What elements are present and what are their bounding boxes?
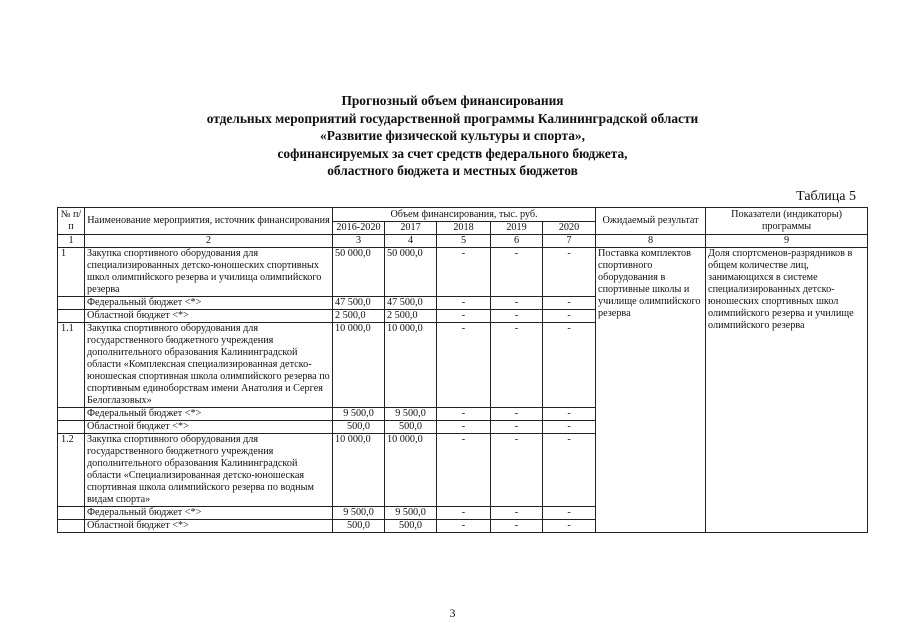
row-value: - bbox=[437, 323, 491, 408]
row-value: - bbox=[543, 434, 596, 507]
row-value: - bbox=[543, 520, 596, 533]
col-number: 1 bbox=[58, 235, 85, 248]
row-value: - bbox=[491, 434, 543, 507]
title-line: Прогнозный объем финансирования bbox=[341, 93, 564, 108]
row-number bbox=[58, 310, 85, 323]
row-value: - bbox=[543, 323, 596, 408]
title-line: отдельных мероприятий государственной программы Калининградской области bbox=[206, 110, 699, 126]
col-number: 9 bbox=[706, 235, 868, 248]
row-value: 9 500,0 bbox=[333, 507, 385, 520]
row-number bbox=[58, 520, 85, 533]
row-number: 1.1 bbox=[58, 323, 85, 408]
row-value: - bbox=[543, 297, 596, 310]
row-value: - bbox=[543, 421, 596, 434]
header-name: Наименование мероприятия, источник финансирования bbox=[85, 208, 333, 235]
row-name: Федеральный бюджет <*> bbox=[85, 507, 333, 520]
row-value: - bbox=[491, 421, 543, 434]
row-number bbox=[58, 408, 85, 421]
row-value: 2 500,0 bbox=[385, 310, 437, 323]
header-result: Ожидаемый результат bbox=[596, 208, 706, 235]
row-value: 10 000,0 bbox=[333, 323, 385, 408]
col-number: 4 bbox=[385, 235, 437, 248]
header-year: 2019 bbox=[491, 222, 543, 235]
row-value: - bbox=[491, 310, 543, 323]
row-value: 47 500,0 bbox=[385, 297, 437, 310]
row-value: - bbox=[437, 421, 491, 434]
row-name: Областной бюджет <*> bbox=[85, 310, 333, 323]
page-number: 3 bbox=[449, 606, 456, 620]
row-number bbox=[58, 421, 85, 434]
row-name: Федеральный бюджет <*> bbox=[85, 297, 333, 310]
col-number: 8 bbox=[596, 235, 706, 248]
row-value: 500,0 bbox=[333, 520, 385, 533]
row-value: 2 500,0 bbox=[333, 310, 385, 323]
col-number: 2 bbox=[85, 235, 333, 248]
row-number: 1.2 bbox=[58, 434, 85, 507]
header-funding: Объем финансирования, тыс. руб. bbox=[333, 208, 596, 222]
row-number: 1 bbox=[58, 248, 85, 297]
row-value: - bbox=[437, 408, 491, 421]
row-value: - bbox=[543, 408, 596, 421]
header-no: № п/п bbox=[58, 208, 85, 235]
row-value: - bbox=[491, 248, 543, 297]
col-number: 3 bbox=[333, 235, 385, 248]
row-value: - bbox=[437, 297, 491, 310]
funding-table bbox=[57, 207, 868, 533]
row-value: 9 500,0 bbox=[385, 507, 437, 520]
expected-result: Поставка комплектов спортивного оборудования в спортивные школы и училище олимпийского резерва bbox=[596, 248, 706, 533]
row-value: - bbox=[491, 507, 543, 520]
row-value: - bbox=[491, 297, 543, 310]
row-value: 50 000,0 bbox=[333, 248, 385, 297]
row-value: - bbox=[543, 248, 596, 297]
row-name: Закупка спортивного оборудования для государственного бюджетного учреждения дополнительного образования Калининградской области «Комплексная специализированная детско-юношеская спортивная школа олимпийского резерва по спортивным единоборствам имени Анатолия и Сергея Белоглазовых» bbox=[85, 323, 333, 408]
header-year: 2020 bbox=[543, 222, 596, 235]
col-number: 7 bbox=[543, 235, 596, 248]
row-value: - bbox=[491, 408, 543, 421]
row-name: Областной бюджет <*> bbox=[85, 421, 333, 434]
row-name: Закупка спортивного оборудования для государственного бюджетного учреждения дополнительного образования Калининградской области «Специализированная детско-юношеская спортивная школа олимпийского резерва по водным видам спорта» bbox=[85, 434, 333, 507]
row-name: Федеральный бюджет <*> bbox=[85, 408, 333, 421]
header-year: 2018 bbox=[437, 222, 491, 235]
row-value: - bbox=[437, 310, 491, 323]
table-label: Таблица 5 bbox=[796, 189, 856, 204]
header-year: 2017 bbox=[385, 222, 437, 235]
table-row bbox=[58, 248, 868, 297]
row-number bbox=[58, 507, 85, 520]
row-value: 500,0 bbox=[385, 421, 437, 434]
col-number: 5 bbox=[437, 235, 491, 248]
row-value: - bbox=[437, 434, 491, 507]
row-name: Закупка спортивного оборудования для специализированных детско-юношеских спортивных школ олимпийского резерва и училища олимпийского резерва bbox=[85, 248, 333, 297]
row-value: 50 000,0 bbox=[385, 248, 437, 297]
row-value: - bbox=[437, 507, 491, 520]
row-value: 9 500,0 bbox=[333, 408, 385, 421]
row-value: 500,0 bbox=[333, 421, 385, 434]
row-number bbox=[58, 297, 85, 310]
title-line: «Развитие физической культуры и спорта», bbox=[320, 128, 585, 143]
header-year: 2016-2020 bbox=[333, 222, 385, 235]
row-value: 10 000,0 bbox=[385, 434, 437, 507]
row-value: - bbox=[543, 310, 596, 323]
row-value: - bbox=[491, 323, 543, 408]
row-value: 10 000,0 bbox=[333, 434, 385, 507]
row-value: - bbox=[437, 520, 491, 533]
row-value: - bbox=[491, 520, 543, 533]
row-value: - bbox=[437, 248, 491, 297]
document-title bbox=[0, 92, 905, 180]
title-line: софинансируемых за счет средств федерального бюджета, bbox=[277, 145, 628, 161]
row-value: 500,0 bbox=[385, 520, 437, 533]
title-line: областного бюджета и местных бюджетов bbox=[327, 163, 578, 178]
col-number: 6 bbox=[491, 235, 543, 248]
row-name: Областной бюджет <*> bbox=[85, 520, 333, 533]
header-indicators: Показатели (индикаторы) программы bbox=[706, 208, 868, 235]
row-value: 10 000,0 bbox=[385, 323, 437, 408]
row-value: 9 500,0 bbox=[385, 408, 437, 421]
program-indicators: Доля спортсменов-разрядников в общем количестве лиц, занимающихся в системе специализированных детско-юношеских спортивных школ олимпийского резерва и училище олимпийского резерва bbox=[706, 248, 868, 533]
row-value: - bbox=[543, 507, 596, 520]
row-value: 47 500,0 bbox=[333, 297, 385, 310]
